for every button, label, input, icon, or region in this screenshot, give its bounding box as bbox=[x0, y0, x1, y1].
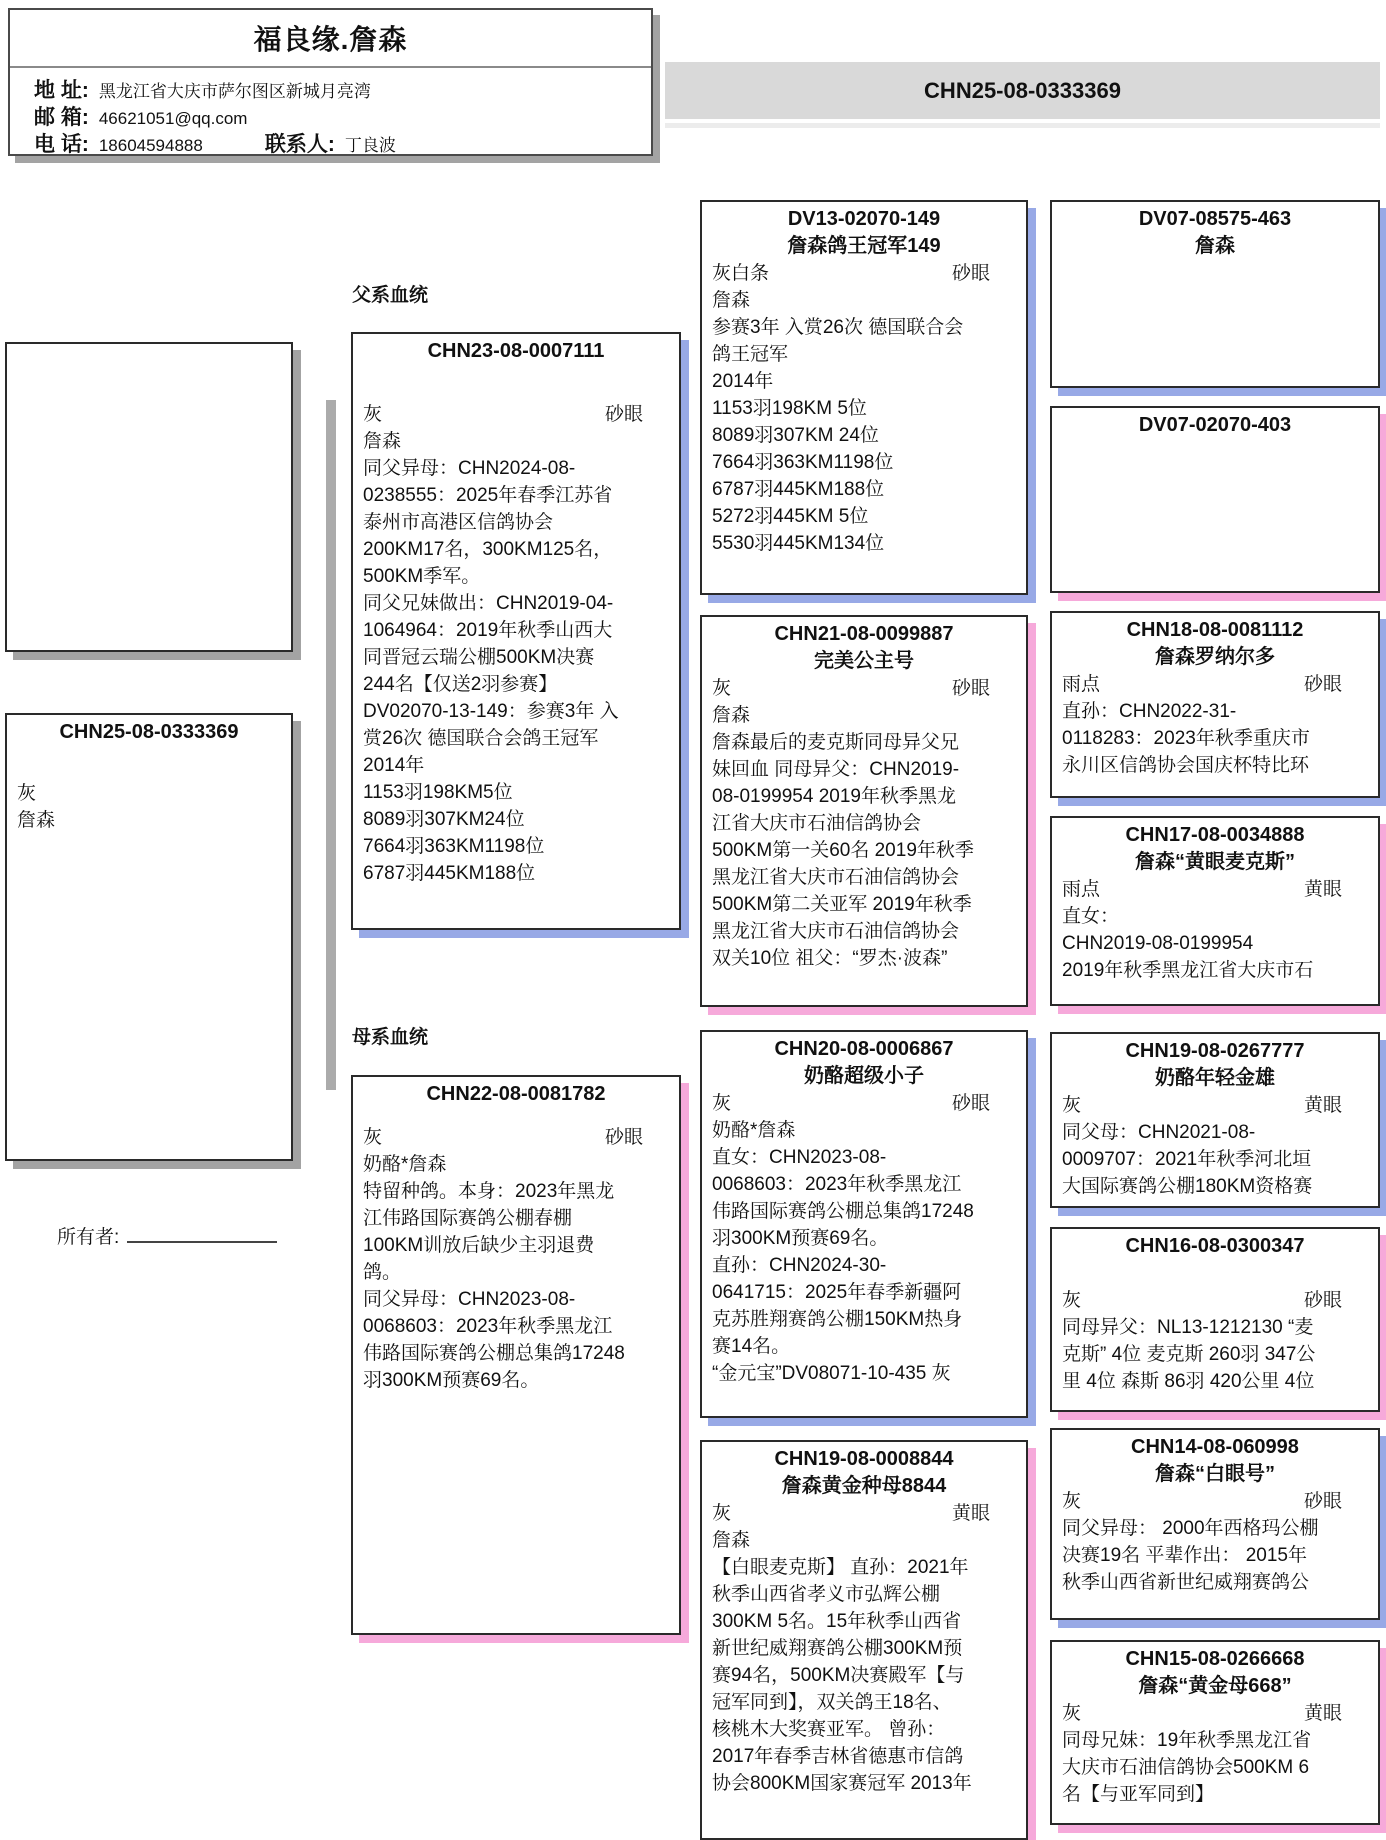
eye-color: 砂眼 bbox=[951, 678, 990, 699]
feather-eye-row bbox=[1062, 1287, 1368, 1314]
pigeon-name: 奶酪年轻金雄 bbox=[1155, 1067, 1275, 1089]
pigeon-name: 詹森“黄眼麦克斯” bbox=[1135, 851, 1295, 873]
eye-color: 黄眼 bbox=[951, 1503, 990, 1524]
ring-number: DV07-08575-463 bbox=[1138, 208, 1292, 230]
feather-eye-row bbox=[712, 1090, 1016, 1117]
pedigree-notes: 直女： CHN2019-08-0199954 2019年秋季黑龙江省大庆市石 bbox=[1062, 906, 1314, 981]
pedigree-connector-line bbox=[326, 400, 336, 1090]
ring-number: CHN17-08-0034888 bbox=[1125, 824, 1305, 846]
box-mgf-dam bbox=[1050, 1227, 1380, 1412]
feather-color: 灰 bbox=[712, 1503, 732, 1524]
email-value: 46621051@qq.com bbox=[98, 109, 248, 128]
eye-color: 砂眼 bbox=[604, 404, 643, 425]
phone-row bbox=[34, 128, 651, 155]
feather-color: 灰 bbox=[1062, 1491, 1082, 1512]
eye-color: 砂眼 bbox=[604, 1127, 643, 1148]
feather-color: 灰 bbox=[1062, 1703, 1082, 1724]
ring-banner-strip bbox=[665, 123, 1380, 128]
ring-number: CHN14-08-060998 bbox=[1131, 1436, 1299, 1458]
pedigree-notes: 奶酪*詹森 特留种鸽。本身：2023年黑龙 江伟路国际赛鸽公棚春棚 100KM训放后缺少主羽退费 鸽。 同父异母：CHN2023-08- 0068603：2023年秋季黑龙江 伟路国际赛鸽公棚总集鸽17248 羽300KM预赛69名。 bbox=[363, 1154, 625, 1391]
pigeon-name: 詹森“白眼号” bbox=[1155, 1463, 1275, 1485]
pigeon-name: 詹森罗纳尔多 bbox=[1155, 646, 1275, 668]
pigeon-name: 詹森“黄金母668” bbox=[1138, 1675, 1292, 1697]
box-pgm-dam bbox=[1050, 816, 1380, 1006]
address-value: 黑龙江省大庆市萨尔图区新城月亮湾 bbox=[98, 82, 371, 101]
box-father bbox=[351, 332, 681, 930]
pedigree-notes: 同母异父：NL13-1212130 “麦 克斯” 4位 麦克斯 260羽 347公 里 4位 森斯 86羽 420公里 4位 bbox=[1062, 1317, 1316, 1392]
feather-eye-row bbox=[1062, 671, 1368, 698]
ring-banner-text: CHN25-08-0333369 bbox=[924, 77, 1121, 103]
ring-number: CHN16-08-0300347 bbox=[1125, 1235, 1305, 1257]
box-pgf-sire bbox=[1050, 200, 1380, 388]
pedigree-notes: 詹森 同父异母：CHN2024-08- 0238555：2025年春季江苏省 泰州市高港区信鸽协会 200KM17名，300KM125名， 500KM季军。 同父兄妹做出：CHN2019-04- 1064964：2019年秋季山西大 同晋冠云瑞公棚500KM决赛 244名【仅送2羽参赛】 DV02070-13-149：参赛3年 入 赏26次 德国联合会鸽王冠军 2014年 1153羽198KM5位 8089羽307KM24位 7664羽363KM1198位 6787羽445KM188位 bbox=[363, 431, 619, 884]
ring-number: DV07-02070-403 bbox=[1138, 414, 1292, 436]
box-maternal-grandmother bbox=[700, 1440, 1028, 1840]
ring-number: CHN22-08-0081782 bbox=[426, 1083, 606, 1105]
box-mother bbox=[351, 1075, 681, 1635]
ring-number: CHN15-08-0266668 bbox=[1125, 1648, 1305, 1670]
ring-number: CHN19-08-0267777 bbox=[1125, 1040, 1305, 1062]
feather-eye-row bbox=[363, 401, 669, 428]
feather-color: 灰白条 bbox=[712, 263, 770, 284]
loft-header-card bbox=[8, 8, 653, 156]
feather-eye-row bbox=[712, 260, 1016, 287]
subject-pigeon-box bbox=[5, 713, 293, 1161]
feather-eye-row bbox=[363, 1124, 669, 1151]
feather-eye-row bbox=[1062, 1092, 1368, 1119]
feather-color: 灰 bbox=[1062, 1290, 1082, 1311]
phone-label: 电 话: bbox=[34, 133, 89, 156]
ring-number: CHN18-08-0081112 bbox=[1126, 619, 1304, 641]
eye-color: 黄眼 bbox=[1303, 1095, 1342, 1116]
subject-feather-color: 灰 bbox=[17, 783, 37, 804]
ring-number: DV13-02070-149 bbox=[787, 208, 941, 230]
owner-row bbox=[57, 1222, 277, 1249]
pedigree-notes: 詹森 【白眼麦克斯】 直孙：2021年 秋季山西省孝义市弘辉公棚 300KM 5名。15年秋季山西省 新世纪威翔赛鸽公棚300KM预 赛94名，500KM决赛殿军【与 冠军同到】，双关鸽王18名、 核桃木大奖赛亚军。 曾孙： 2017年春季吉林省德惠市信鸽 协会800KM国家赛冠军 2013年 bbox=[712, 1530, 972, 1794]
feather-eye-row bbox=[1062, 1488, 1368, 1515]
feather-color: 灰 bbox=[1062, 1095, 1082, 1116]
subject-strain: 詹森 bbox=[17, 810, 56, 831]
address-row bbox=[34, 74, 651, 101]
box-mgm-sire bbox=[1050, 1428, 1380, 1620]
ring-number: CHN20-08-0006867 bbox=[774, 1038, 954, 1060]
eye-color: 黄眼 bbox=[1303, 1703, 1342, 1724]
eye-color: 砂眼 bbox=[1303, 1290, 1342, 1311]
email-label: 邮 箱: bbox=[34, 106, 89, 129]
feather-color: 雨点 bbox=[1062, 879, 1101, 900]
paternal-lineage-label: 父系血统 bbox=[352, 285, 429, 306]
pedigree-notes: 詹森 詹森最后的麦克斯同母异父兄 妹回血 同母异父：CHN2019- 08-0199954 2019年秋季黑龙 江省大庆市石油信鸽协会 500KM第一关60名 2019年秋季 黑龙江省大庆市石油信鸽协会 500KM第二关亚军 2019年秋季 黑龙江省大庆市石油信鸽协会 双关10位 祖父：“罗杰·波森” bbox=[712, 705, 974, 969]
pigeon-name: 詹森黄金种母8844 bbox=[781, 1475, 947, 1497]
box-mgm-dam bbox=[1050, 1640, 1380, 1825]
subject-ring-number: CHN25-08-0333369 bbox=[59, 721, 239, 743]
pedigree-notes: 同母兄妹：19年秋季黑龙江省 大庆市石油信鸽协会500KM 6 名【与亚军同到】 bbox=[1062, 1730, 1312, 1805]
box-maternal-grandfather bbox=[700, 1030, 1028, 1418]
email-row bbox=[34, 101, 651, 128]
pigeon-name: 奶酪超级小子 bbox=[804, 1065, 924, 1087]
feather-eye-row bbox=[1062, 1700, 1368, 1727]
contact-value: 丁良波 bbox=[344, 136, 396, 155]
eye-color: 砂眼 bbox=[1303, 674, 1342, 695]
feather-eye-row bbox=[712, 675, 1016, 702]
pedigree-notes: 奶酪*詹森 直女：CHN2023-08- 0068603：2023年秋季黑龙江 伟路国际赛鸽公棚总集鸽17248 羽300KM预赛69名。 直孙：CHN2024-30- 0641715：2025年春季新疆阿 克苏胜翔赛鸽公棚150KM热身 赛14名。 “金元宝”DV08071-10-435 灰 bbox=[712, 1120, 974, 1384]
owner-label: 所有者: bbox=[57, 1227, 120, 1248]
feather-color: 雨点 bbox=[1062, 674, 1101, 695]
box-paternal-grandfather bbox=[700, 200, 1028, 595]
eye-color: 砂眼 bbox=[951, 263, 990, 284]
phone-value: 18604594888 bbox=[98, 136, 203, 155]
feather-eye-row bbox=[1062, 876, 1368, 903]
pedigree-notes: 直孙：CHN2022-31- 0118283：2023年秋季重庆市 永川区信鸽协会国庆杯特比环 bbox=[1062, 701, 1310, 776]
feather-color: 灰 bbox=[363, 404, 383, 425]
contact-label: 联系人: bbox=[264, 133, 335, 156]
feather-color: 灰 bbox=[363, 1127, 383, 1148]
feather-eye-row bbox=[712, 1500, 1016, 1527]
loft-title: 福良缘.詹森 bbox=[253, 24, 408, 55]
pedigree-notes: 詹森 参赛3年 入赏26次 德国联合会 鸽王冠军 2014年 1153羽198KM 5位 8089羽307KM 24位 7664羽363KM1198位 6787羽445KM188位 5272羽445KM 5位 5530羽445KM134位 bbox=[712, 290, 964, 554]
ring-number: CHN19-08-0008844 bbox=[774, 1448, 954, 1470]
owner-blank-line bbox=[127, 1224, 277, 1243]
pedigree-notes: 同父母：CHN2021-08- 0009707：2021年秋季河北垣 大国际赛鸽公棚180KM资格赛 bbox=[1062, 1122, 1313, 1197]
box-paternal-grandmother bbox=[700, 615, 1028, 1007]
eye-color: 砂眼 bbox=[1303, 1491, 1342, 1512]
box-pgf-dam bbox=[1050, 406, 1380, 593]
pigeon-name: 詹森鸽王冠军149 bbox=[787, 235, 941, 257]
ring-number: CHN23-08-0007111 bbox=[427, 340, 605, 362]
eye-color: 黄眼 bbox=[1303, 879, 1342, 900]
pigeon-name: 完美公主号 bbox=[814, 650, 914, 672]
ring-banner bbox=[665, 62, 1380, 119]
feather-color: 灰 bbox=[712, 1093, 732, 1114]
empty-ancestor-box bbox=[5, 342, 293, 652]
address-label: 地 址: bbox=[34, 79, 89, 102]
ring-number: CHN21-08-0099887 bbox=[774, 623, 954, 645]
maternal-lineage-label: 母系血统 bbox=[352, 1027, 429, 1048]
feather-color: 灰 bbox=[712, 678, 732, 699]
pigeon-name: 詹森 bbox=[1195, 235, 1235, 257]
eye-color: 砂眼 bbox=[951, 1093, 990, 1114]
box-pgm-sire bbox=[1050, 611, 1380, 798]
box-mgf-sire bbox=[1050, 1032, 1380, 1208]
pedigree-notes: 同父异母： 2000年西格玛公棚 决赛19名 平辈作出： 2015年 秋季山西省新世纪威翔赛鸽公 bbox=[1062, 1518, 1319, 1593]
